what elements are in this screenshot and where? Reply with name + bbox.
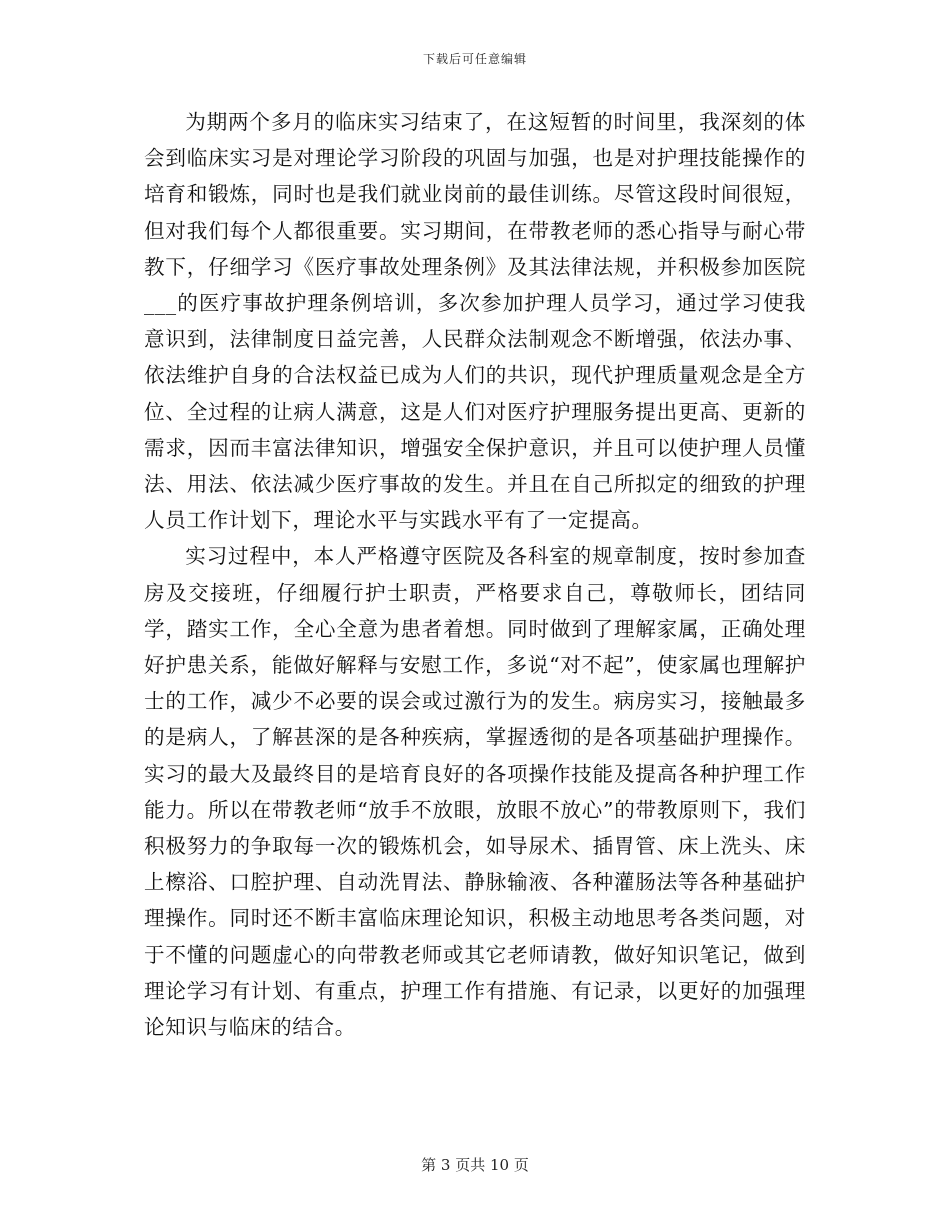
document-body bbox=[144, 104, 806, 1045]
page-header: 下载后可任意编辑 bbox=[422, 52, 527, 66]
paragraph-2: 实习过程中，本人严格遵守医院及各科室的规章制度，按时参加查房及交接班，仔细履行护士职责，严格要求自己，尊敬师长，团结同学，踏实工作，全心全意为患者着想。同时做到了理解家属，正确处理好护患关系，能做好解释与安慰工作，多说“对不起”，使家属也理解护士的工作，减少不必要的误会或过激行为的发生。病房实习，接触最多的是病人，了解甚深的是各种疾病，掌握透彻的是各项基础护理操作。实习的最大及最终目的是培育良好的各项操作技能及提高各种护理工作能力。所以在带教老师“放手不放眼，放眼不放心”的带教原则下，我们积极努力的争取每一次的锻炼机会，如导尿术、插胃管、床上洗头、床上檫浴、口腔护理、自动洗胃法、静脉输液、各种灌肠法等各种基础护理操作。同时还不断丰富临床理论知识，积极主动地思考各类问题，对于不懂的问题虚心的向带教老师或其它老师请教，做好知识笔记，做到理论学习有计划、有重点，护理工作有措施、有记录，以更好的加强理论知识与临床的结合。 bbox=[144, 544, 806, 1040]
paragraph-1: 为期两个多月的临床实习结束了，在这短暂的时间里，我深刻的体会到临床实习是对理论学习阶段的巩固与加强，也是对护理技能操作的培育和锻炼，同时也是我们就业岗前的最佳训练。尽管这段时间很短，但对我们每个人都很重要。实习期间，在带教老师的悉心指导与耐心带教下，仔细学习《医疗事故处理条例》及其法律法规，并积极参加医院___的医疗事故护理条例培训，多次参加护理人员学习，通过学习使我意识到，法律制度日益完善，人民群众法制观念不断增强，依法办事、依法维护自身的合法权益已成为人们的共识，现代护理质量观念是全方位、全过程的让病人满意，这是人们对医疗护理服务提出更高、更新的需求，因而丰富法律知识，增强安全保护意识，并且可以使护理人员懂法、用法、依法减少医疗事故的发生。并且在自己所拟定的细致的护理人员工作计划下，理论水平与实践水平有了一定提高。 bbox=[144, 110, 806, 533]
page-footer: 第 3 页共 10 页 bbox=[421, 1156, 529, 1174]
